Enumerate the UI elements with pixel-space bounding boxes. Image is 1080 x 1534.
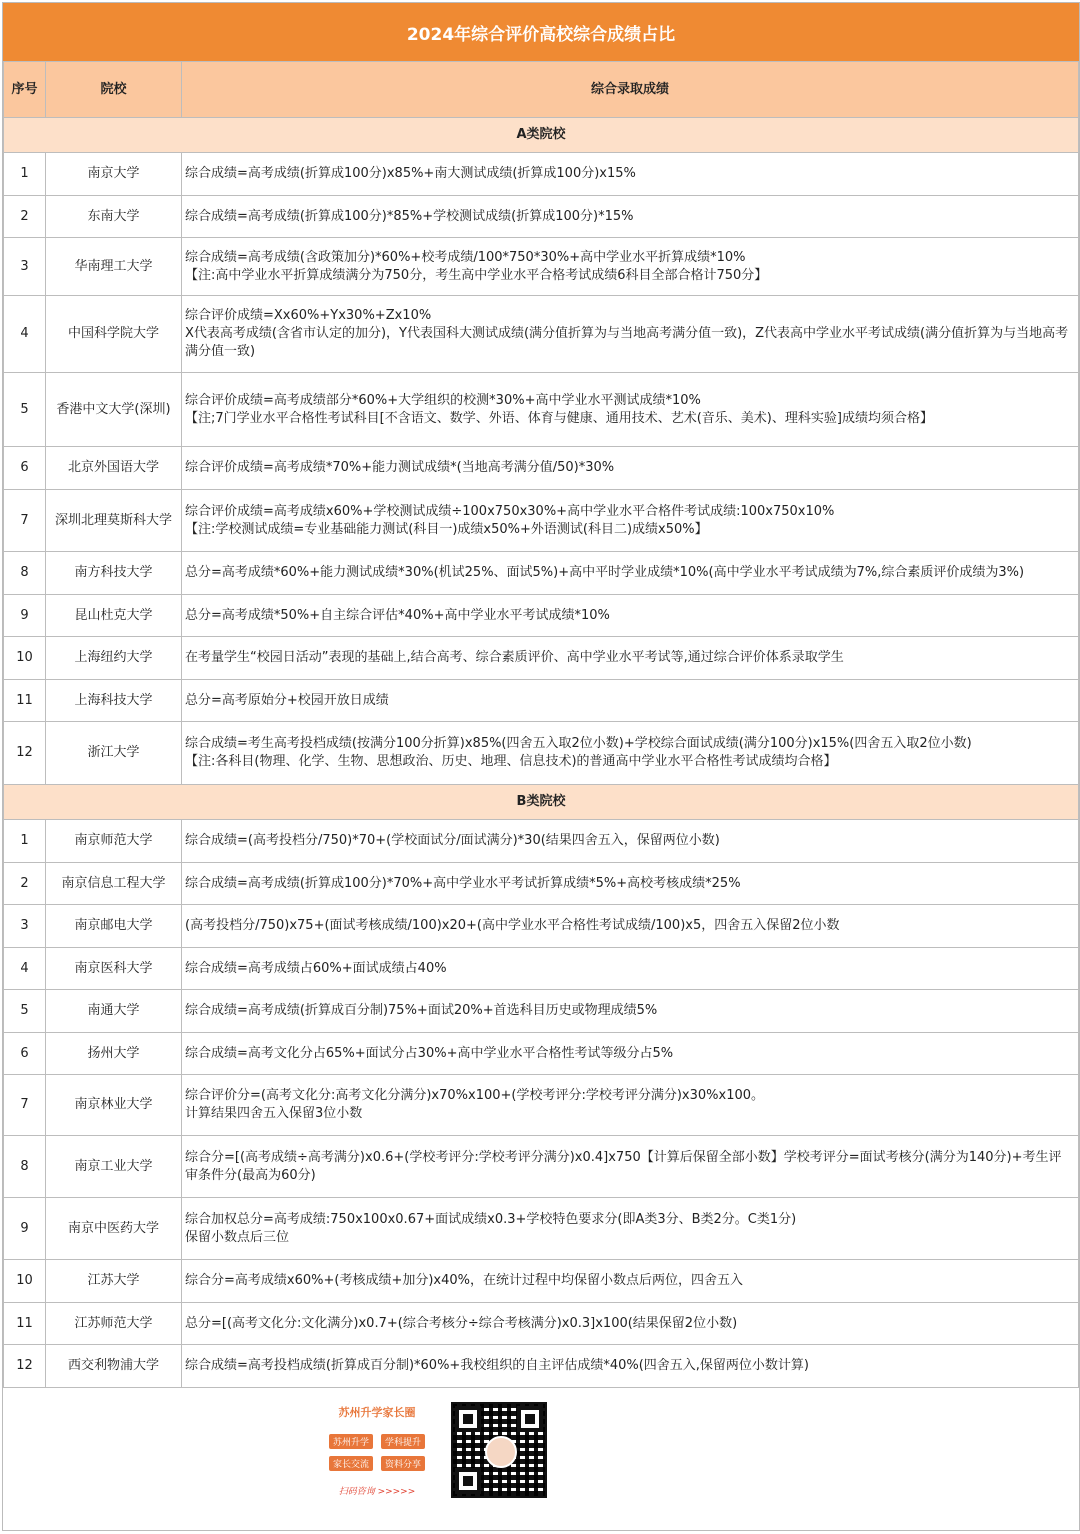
row-number: 6 xyxy=(4,1033,46,1075)
formula-cell xyxy=(182,447,1079,490)
promo-title: 苏州升学家长圈 xyxy=(338,1406,416,1419)
section-label: B类院校 xyxy=(4,785,1079,820)
row-number: 7 xyxy=(4,490,46,552)
qr-finder-icon xyxy=(455,1468,481,1494)
table-row xyxy=(4,595,1079,637)
formula-line: 综合评价成绩=高考成绩部分*60%+大学组织的校测*30%+高中学业水平测试成绩*10% xyxy=(185,392,701,408)
formula-line: 综合成绩=(高考投档分/750)*70+(学校面试分/面试满分)*30(结果四舍五入，保留两位小数) xyxy=(185,833,720,848)
formula-cell xyxy=(182,1136,1079,1198)
formula-line: 综合成绩=高考文化分占65%+面试分占30%+高中学业水平合格性考试等级分占5% xyxy=(185,1045,674,1061)
school-name: 中国科学院大学 xyxy=(46,296,182,373)
school-name: 香港中文大学(深圳) xyxy=(46,373,182,447)
row-number: 3 xyxy=(4,905,46,948)
formula-line: 综合评价成绩=Xx60%+Yx30%+Zx10% xyxy=(185,308,432,323)
page xyxy=(2,2,1080,1531)
formula-cell xyxy=(182,153,1079,196)
promo-tag: 家长交流 xyxy=(329,1456,373,1471)
table-row xyxy=(4,238,1079,296)
formula-line: 综合分=高考成绩x60%+(考核成绩+加分)x40%，在统计过程中均保留小数点后两位，四舍五入 xyxy=(185,1273,743,1288)
formula-line: 【注;7门学业水平合格性考试科目[不含语文、数学、外语、体育与健康、通用技术、艺术(音乐、美术)、理科实验]成绩均须合格】 xyxy=(185,410,933,426)
table-row xyxy=(4,1198,1079,1260)
formula-cell xyxy=(182,196,1079,238)
formula-cell xyxy=(182,990,1079,1033)
row-number: 11 xyxy=(4,680,46,722)
row-number: 1 xyxy=(4,820,46,863)
formula-cell xyxy=(182,595,1079,637)
formula-line: 综合成绩=考生高考投档成绩(按满分100分折算)x85%(四舍五入取2位小数)+学校综合面试成绩(满分100分)x15%(四舍五入取2位小数) xyxy=(185,736,972,751)
row-number: 8 xyxy=(4,552,46,595)
table-row xyxy=(4,490,1079,552)
school-name: 南京信息工程大学 xyxy=(46,863,182,905)
header-school: 院校 xyxy=(46,62,182,118)
qr-code-icon[interactable] xyxy=(451,1402,547,1498)
row-number: 9 xyxy=(4,1198,46,1260)
avatar xyxy=(485,1436,517,1468)
formula-cell xyxy=(182,637,1079,680)
table-row xyxy=(4,296,1079,373)
table-row xyxy=(4,1303,1079,1345)
section-row xyxy=(4,785,1079,820)
formula-line: 综合成绩=高考成绩(折算成100分)*85%+学校测试成绩(折算成100分)*15% xyxy=(185,208,634,224)
qr-finder-icon xyxy=(455,1406,481,1432)
school-name: 江苏大学 xyxy=(46,1260,182,1303)
score-table xyxy=(3,61,1079,1388)
school-name: 扬州大学 xyxy=(46,1033,182,1075)
row-number: 5 xyxy=(4,990,46,1033)
header-formula: 综合录取成绩 xyxy=(182,62,1079,118)
formula-line: 在考量学生“校园日活动”表现的基础上,结合高考、综合素质评价、高中学业水平考试等,通过综合评价体系录取学生 xyxy=(185,650,844,665)
row-number: 7 xyxy=(4,1075,46,1136)
formula-cell xyxy=(182,820,1079,863)
formula-cell xyxy=(182,1198,1079,1260)
formula-line: 综合成绩=高考成绩(折算成百分制)75%+面试20%+首选科目历史或物理成绩5% xyxy=(185,1003,658,1018)
formula-line: 【注:各科目(物理、化学、生物、思想政治、历史、地理、信息技术)的普通高中学业水平合格性考试成绩均合格】 xyxy=(185,754,837,769)
formula-line: 总分=高考成绩*50%+自主综合评估*40%+高中学业水平考试成绩*10% xyxy=(185,607,610,623)
school-name: 南京林业大学 xyxy=(46,1075,182,1136)
school-name: 江苏师范大学 xyxy=(46,1303,182,1345)
table-body xyxy=(4,118,1079,1388)
row-number: 10 xyxy=(4,637,46,680)
table-row xyxy=(4,153,1079,196)
table-row xyxy=(4,990,1079,1033)
promo-tags xyxy=(317,1430,437,1474)
table-row xyxy=(4,552,1079,595)
table-row xyxy=(4,863,1079,905)
table-row xyxy=(4,1033,1079,1075)
school-name: 南京医科大学 xyxy=(46,948,182,990)
row-number: 4 xyxy=(4,948,46,990)
school-name: 南方科技大学 xyxy=(46,552,182,595)
formula-cell xyxy=(182,948,1079,990)
school-name: 浙江大学 xyxy=(46,722,182,785)
school-name: 昆山杜克大学 xyxy=(46,595,182,637)
formula-line: 总分=高考成绩*60%+能力测试成绩*30%(机试25%、面试5%)+高中平时学业成绩*10%(高中学业水平考试成绩为7%,综合素质评价成绩为3%) xyxy=(185,565,1025,580)
row-number: 12 xyxy=(4,722,46,785)
qr-finder-icon xyxy=(517,1406,543,1432)
formula-cell xyxy=(182,905,1079,948)
school-name: 南京邮电大学 xyxy=(46,905,182,948)
school-name: 深圳北理莫斯科大学 xyxy=(46,490,182,552)
formula-line: 计算结果四舍五入保留3位小数 xyxy=(185,1106,363,1121)
scan-text: 扫码咨询 >>>>> xyxy=(338,1487,416,1497)
page-title: 2024年综合评价高校综合成绩占比 xyxy=(3,3,1079,61)
formula-cell xyxy=(182,722,1079,785)
row-number: 2 xyxy=(4,196,46,238)
formula-line: 总分=高考原始分+校园开放日成绩 xyxy=(185,692,389,708)
formula-line: 【注:高中学业水平折算成绩满分为750分，考生高中学业水平合格考试成绩6科目全部合格计750分】 xyxy=(185,267,768,283)
row-number: 1 xyxy=(4,153,46,196)
row-number: 11 xyxy=(4,1303,46,1345)
formula-cell xyxy=(182,863,1079,905)
table-row xyxy=(4,905,1079,948)
school-name: 南通大学 xyxy=(46,990,182,1033)
table-header-row xyxy=(4,62,1079,118)
table-row xyxy=(4,1345,1079,1388)
formula-line: 综合评价分=(高考文化分:高考文化分满分)x70%x100+(学校考评分:学校考评分满分)x30%x100。 xyxy=(185,1088,765,1103)
formula-line: 总分=[(高考文化分:文化满分)x0.7+(综合考核分÷综合考核满分)x0.3]x100(结果保留2位小数) xyxy=(185,1315,738,1331)
formula-line: 【注:学校测试成绩=专业基础能力测试(科目一)成绩x50%+外语测试(科目二)成绩x50%】 xyxy=(185,521,708,537)
table-row xyxy=(4,1260,1079,1303)
footer xyxy=(3,1388,1079,1530)
row-number: 4 xyxy=(4,296,46,373)
table-row xyxy=(4,1136,1079,1198)
formula-cell xyxy=(182,373,1079,447)
school-name: 南京中医药大学 xyxy=(46,1198,182,1260)
formula-line: 综合评价成绩=高考成绩*70%+能力测试成绩*(当地高考满分值/50)*30% xyxy=(185,460,615,475)
table-row xyxy=(4,373,1079,447)
school-name: 东南大学 xyxy=(46,196,182,238)
school-name: 南京工业大学 xyxy=(46,1136,182,1198)
school-name: 南京大学 xyxy=(46,153,182,196)
formula-cell xyxy=(182,1075,1079,1136)
table-row xyxy=(4,820,1079,863)
school-name: 华南理工大学 xyxy=(46,238,182,296)
formula-line: 综合分=[(高考成绩÷高考满分)x0.6+(学校考评分:学校考评分满分)x0.4]x750【计算后保留全部小数】学校考评分=面试考核分(满分为140分)+考生评审条件分(最高为60分) xyxy=(185,1149,1062,1183)
formula-cell xyxy=(182,238,1079,296)
formula-cell xyxy=(182,1303,1079,1345)
formula-cell xyxy=(182,552,1079,595)
formula-cell xyxy=(182,1345,1079,1388)
row-number: 5 xyxy=(4,373,46,447)
formula-line: 综合成绩=高考投档成绩(折算成百分制)*60%+我校组织的自主评估成绩*40%(四舍五入,保留两位小数计算) xyxy=(185,1358,809,1373)
table-row xyxy=(4,196,1079,238)
formula-cell xyxy=(182,490,1079,552)
formula-line: 综合成绩=高考成绩(折算成100分)*70%+高中学业水平考试折算成绩*5%+高校考核成绩*25% xyxy=(185,875,741,891)
formula-cell xyxy=(182,1033,1079,1075)
header-no: 序号 xyxy=(4,62,46,118)
table-row xyxy=(4,637,1079,680)
formula-line: 保留小数点后三位 xyxy=(185,1229,290,1245)
school-name: 北京外国语大学 xyxy=(46,447,182,490)
school-name: 西交利物浦大学 xyxy=(46,1345,182,1388)
formula-cell xyxy=(182,296,1079,373)
row-number: 3 xyxy=(4,238,46,296)
table-row xyxy=(4,680,1079,722)
formula-line: 综合成绩=高考成绩占60%+面试成绩占40% xyxy=(185,960,447,976)
formula-line: X代表高考成绩(含省市认定的加分)，Y代表国科大测试成绩(满分值折算为与当地高考满分值一致)，Z代表高中学业水平考试成绩(满分值折算为与当地高考满分值一致) xyxy=(185,326,1069,359)
row-number: 8 xyxy=(4,1136,46,1198)
formula-line: 综合加权总分=高考成绩:750x100x0.67+面试成绩x0.3+学校特色要求分(即A类3分、B类2分。C类1分) xyxy=(185,1211,797,1227)
table-row xyxy=(4,1075,1079,1136)
formula-line: 综合评价成绩=高考成绩x60%+学校测试成绩÷100x750x30%+高中学业水平合格件考试成绩:100x750x10% xyxy=(185,503,835,519)
table-row xyxy=(4,722,1079,785)
row-number: 2 xyxy=(4,863,46,905)
formula-cell xyxy=(182,1260,1079,1303)
section-row xyxy=(4,118,1079,153)
table-row xyxy=(4,948,1079,990)
formula-line: 综合成绩=高考成绩(含政策加分)*60%+校考成绩/100*750*30%+高中学业水平折算成绩*10% xyxy=(185,249,746,265)
promo-card[interactable] xyxy=(317,1404,437,1497)
row-number: 6 xyxy=(4,447,46,490)
promo-tag: 资料分享 xyxy=(381,1456,425,1471)
promo-tag: 苏州升学 xyxy=(329,1434,373,1449)
section-label: A类院校 xyxy=(4,118,1079,153)
formula-cell xyxy=(182,680,1079,722)
row-number: 10 xyxy=(4,1260,46,1303)
school-name: 上海科技大学 xyxy=(46,680,182,722)
school-name: 上海纽约大学 xyxy=(46,637,182,680)
table-row xyxy=(4,447,1079,490)
formula-line: 综合成绩=高考成绩(折算成100分)x85%+南大测试成绩(折算成100分)x15% xyxy=(185,166,636,181)
formula-line: (高考投档分/750)x75+(面试考核成绩/100)x20+(高中学业水平合格性考试成绩/100)x5，四舍五入保留2位小数 xyxy=(185,918,840,933)
school-name: 南京师范大学 xyxy=(46,820,182,863)
promo-tag: 学科提升 xyxy=(381,1434,425,1449)
row-number: 12 xyxy=(4,1345,46,1388)
row-number: 9 xyxy=(4,595,46,637)
